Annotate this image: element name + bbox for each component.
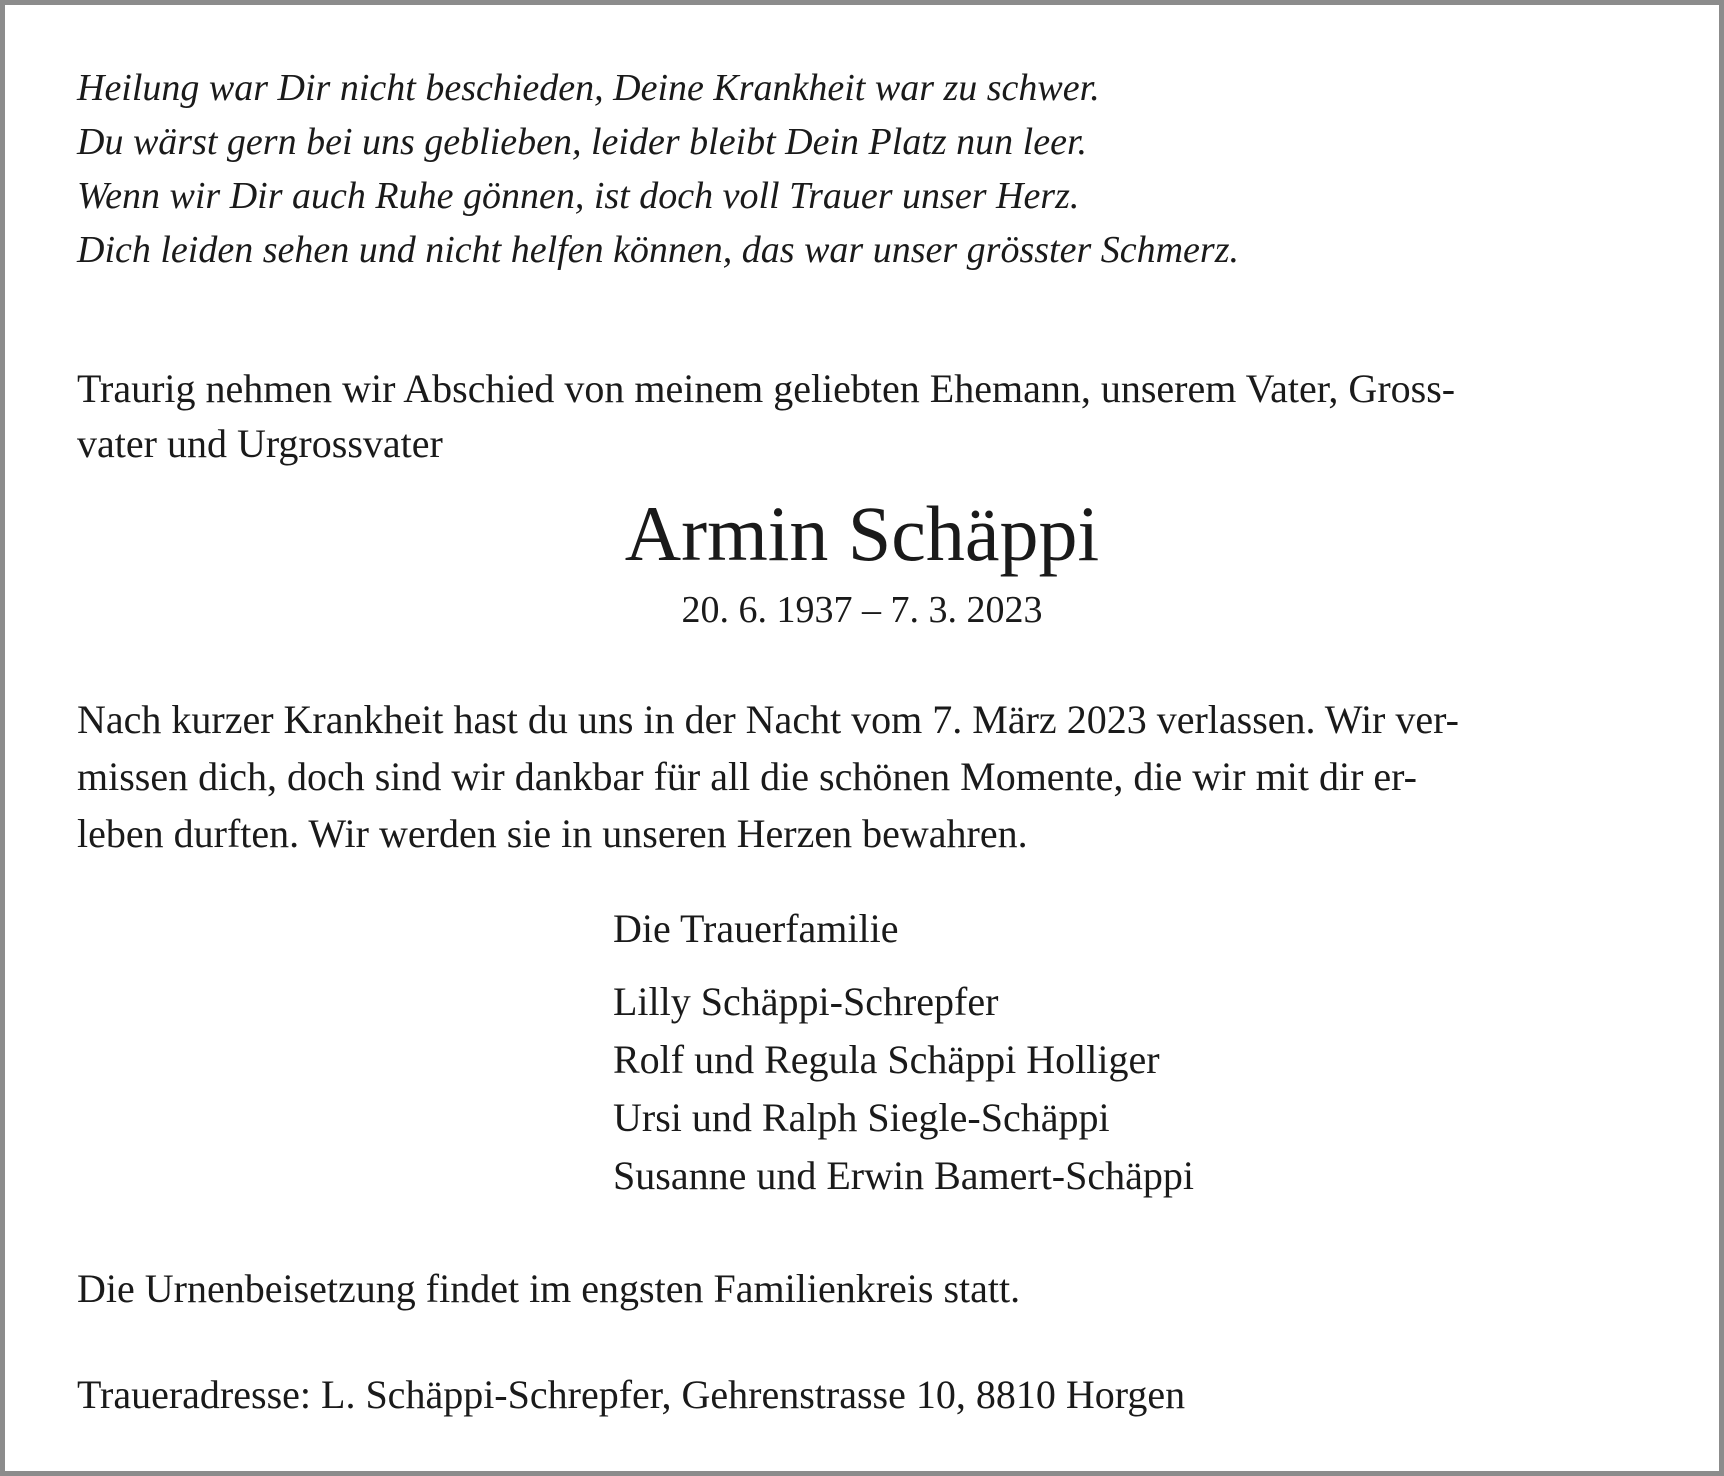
- message-line: Nach kurzer Krankheit hast du uns in der Nacht vom 7. März 2023 verlassen. Wir ver-: [77, 697, 1459, 742]
- message-line: leben durften. Wir werden sie in unseren Herzen bewahren.: [77, 811, 1028, 856]
- intro-line: Traurig nehmen wir Abschied von meinem geliebten Ehemann, unserem Vater, Gross-: [77, 366, 1456, 411]
- poem-line: Heilung war Dir nicht beschieden, Deine Krankheit war zu schwer.: [77, 67, 1100, 109]
- message-line: missen dich, doch sind wir dankbar für all die schönen Momente, die wir mit dir er-: [77, 754, 1417, 799]
- mourning-address: Traueradresse: L. Schäppi-Schrepfer, Gehrenstrasse 10, 8810 Horgen: [77, 1372, 1186, 1417]
- intro-line: vater und Urgrossvater: [77, 421, 443, 466]
- family-member: Ursi und Ralph Siegle-Schäppi: [613, 1095, 1110, 1140]
- family-member: Rolf und Regula Schäppi Holliger: [613, 1037, 1160, 1082]
- deceased-name: Armin Schäppi: [624, 490, 1100, 577]
- farewell-message: [77, 691, 1657, 862]
- farewell-intro: [77, 361, 1657, 471]
- family-heading: Die Trauerfamilie: [613, 906, 899, 951]
- poem-line: Du wärst gern bei uns geblieben, leider bleibt Dein Platz nun leer.: [77, 121, 1088, 163]
- poem-line: Wenn wir Dir auch Ruhe gönnen, ist doch voll Trauer unser Herz.: [77, 175, 1080, 217]
- obituary-content: [77, 61, 1657, 1417]
- mourning-family: [613, 901, 1194, 1205]
- family-member: Lilly Schäppi-Schrepfer: [613, 979, 999, 1024]
- family-member: Susanne und Erwin Bamert-Schäppi: [613, 1153, 1194, 1198]
- burial-note: Die Urnenbeisetzung findet im engsten Familienkreis statt.: [77, 1266, 1021, 1311]
- memorial-poem: [77, 61, 1657, 277]
- life-dates: 20. 6. 1937 – 7. 3. 2023: [681, 589, 1043, 631]
- poem-line: Dich leiden sehen und nicht helfen können, das war unser grösster Schmerz.: [77, 229, 1239, 271]
